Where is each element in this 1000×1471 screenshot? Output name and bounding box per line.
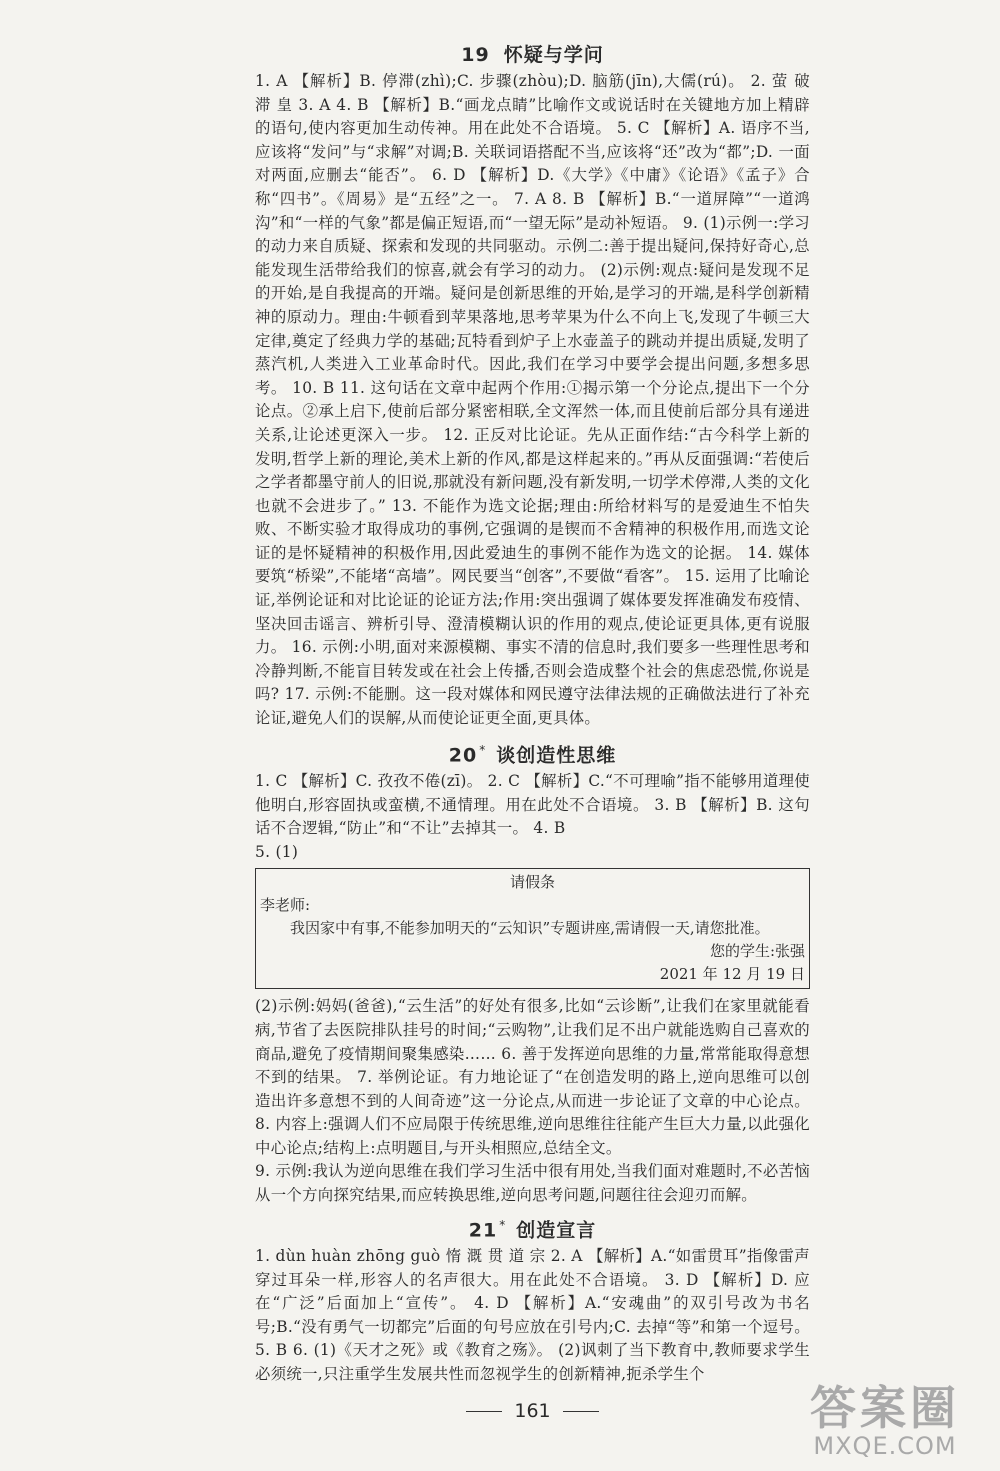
leave-note-box <box>255 868 810 989</box>
section-21-title <box>255 1210 810 1245</box>
section-20-title <box>255 735 810 770</box>
section-21-answers: 1. dùn huàn zhōng guò 惰 溉 贯 道 宗 2. A 【解析】A.“如雷贯耳”指像雷声穿过耳朵一样,形容人的名声很大。用在此处不合语境。 3. D 【解析】D. 应在“广泛”后面加上“宣传”。 4. D 【解析】A.“安魂曲”的双引号改为书名号;B.“没有勇气一切都完”后面的句号应放在引号内;C. 去掉“等”和第一个逗号。 5. B 6. (1)《天才之死》或《教育之殇》。 (2)讽刺了当下教育中,教师要求学生必须统一,只注重学生发展共性而忽视学生的创新精神,扼杀学生个 <box>255 1247 810 1383</box>
answer-page <box>255 40 810 1422</box>
dash-left <box>466 1411 502 1412</box>
leave-note-body: 我因家中有事,不能参加明天的“云知识”专题讲座,需请假一天,请您批准。 <box>290 919 770 938</box>
section-title-text: 谈创造性思维 <box>496 743 617 766</box>
leave-note-date: 2021 年 12 月 19 日 <box>659 965 805 984</box>
optional-marker: * <box>499 1217 507 1232</box>
section-title-text: 怀疑与学问 <box>503 44 604 66</box>
section-20-answers-part3: 9. 示例:我认为逆向思维在我们学习生活中很有用处,当我们面对难题时,不必苦恼从一个方向探究结果,而应转换思维,逆向思考问题,问题往往会迎刃而解。 <box>255 1162 810 1205</box>
section-number: 21 <box>468 1219 498 1241</box>
leave-note-signature: 您的学生:张强 <box>709 942 805 961</box>
section-20-answers-part2: (2)示例:妈妈(爸爸),“云生活”的好处有很多,比如“云诊断”,让我们在家里就能看病,节省了去医院排队挂号的时间;“云购物”,让我们足不出户就能选购自己喜欢的商品,避免了疫情期间聚集感染…… 6. 善于发挥逆向思维的力量,常常能取得意想不到的结果。 7. 举例论证。有力地论证了“在创造发明的路上,逆向思维可以创造出许多意想不到的人间奇迹”这一分论点,从而进一步论证了文章的中心论点。 8. 内容上:强调人们不应局限于传统思维,逆向思维往往能产生巨大力量,以此强化中心论点;结构上:点明题目,与开头相照应,总结全文。 <box>255 997 810 1157</box>
page-number <box>255 1400 810 1422</box>
watermark-logo: 答案圈 <box>810 1381 960 1435</box>
section-19-title <box>255 40 810 70</box>
page-number-text: 161 <box>514 1400 551 1422</box>
section-20-answers-part1: 1. C 【解析】C. 孜孜不倦(zī)。 2. C 【解析】C.“不可理喻”指不能够用道理使他明白,形容固执或蛮横,不通情理。用在此处不合语境。 3. B 【解析】B. 这句话不合逻辑,“防止”和“不让”去掉其一。 4. B <box>255 771 810 838</box>
section-20-q5-label: 5. (1) <box>255 842 299 861</box>
leave-note-salutation: 李老师: <box>260 896 311 915</box>
leave-note-title: 请假条 <box>509 873 555 892</box>
section-title-text: 创造宣言 <box>516 1219 597 1241</box>
section-19-answers: 1. A 【解析】B. 停滞(zhì);C. 步骤(zhòu);D. 脑筋(jīn),大儒(rú)。 2. 萤 破 滞 皇 3. A 4. B 【解析】B.“画龙点睛”比喻作文或说话时在关键地方加上精辟的语句,使内容更加生动传神。用在此处不合语境。 5. C 【解析】A. 语序不当,应该将“发问”与“求解”对调;B. 关联词语搭配不当,应该将“还”改为“都”;D. 一面对两面,应删去“能否”。 6. D 【解析】D.《大学》《中庸》《论语》《孟子》合称“四书”。《周易》是“五经”之一。 7. A 8. B 【解析】B.“一道屏障”“一道鸿沟”和“一样的气象”都是偏正短语,而“一望无际”是动补短语。 9. (1)示例一:学习的动力来自质疑、探索和发现的共同驱动。示例二:善于提出疑问,保持好奇心,总能发现生活带给我们的惊喜,就会有学习的动力。 (2)示例:观点:疑问是发现不足的开始,是自我提高的开端。疑问是创新思维的开始,是学习的开端,是科学创新精神的原动力。理由:牛顿看到苹果落地,思考苹果为什么不向上飞,发现了牛顿三大定律,奠定了经典力学的基础;瓦特看到炉子上水壶盖子的跳动并提出质疑,发明了蒸汽机,人类进入工业革命时代。因此,我们在学习中要学会提出问题,多想多思考。 10. B 11. 这句话在文章中起两个作用:①揭示第一个分论点,提出下一个分论点。②承上启下,使前后部分紧密相联,全文浑然一体,而且使前后部分具有递进关系,让论述更深入一步。 12. 正反对比论证。先从正面作结:“古今科学上新的发明,哲学上新的理论,美术上新的作风,都是这样起来的。”再从反面强调:“若使后之学者都墨守前人的旧说,那就没有新问题,没有新发明,一切学术停滞,人类的文化也就不会进步了。” 13. 不能作为选文论据;理由:所给材料写的是爱迪生不怕失败、不断实验才取得成功的事例,它强调的是锲而不舍精神的积极作用,而选文论证的是怀疑精神的积极作用,因此爱迪生的事例不能作为选文的论据。 14. 媒体要筑“桥梁”,不能堵“高墙”。网民要当“创客”,不要做“看客”。 15. 运用了比喻论证,举例论证和对比论证的论证方法;作用:突出强调了媒体要发挥准确发布疫情、坚决回击谣言、辨析引导、澄清模糊认识的作用的观点,使论证更具体,更有说服力。 16. 示例:小明,面对来源模糊、事实不清的信息时,我们要多一些理性思考和冷静判断,不能盲目转发或在社会上传播,否则会造成整个社会的焦虑恐慌,你说是吗? 17. 示例:不能删。这一段对媒体和网民遵守法律法规的正确做法进行了补充论证,避免人们的误解,从而使论证更全面,更具体。 <box>255 72 810 728</box>
optional-marker: * <box>479 742 487 757</box>
section-number: 20 <box>448 743 478 766</box>
watermark-url: MXQE.COM <box>813 1432 957 1460</box>
section-number: 19 <box>461 44 490 66</box>
watermark <box>810 1383 960 1459</box>
dash-right <box>563 1411 599 1412</box>
